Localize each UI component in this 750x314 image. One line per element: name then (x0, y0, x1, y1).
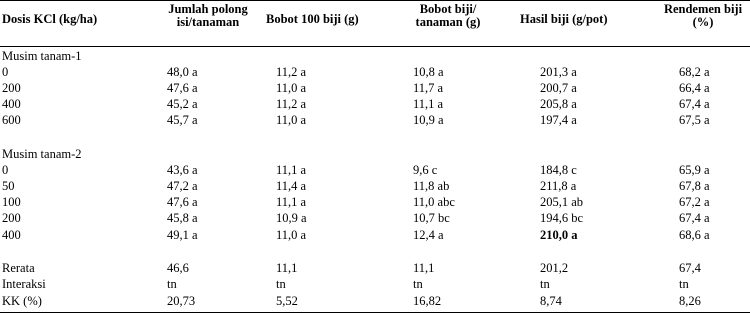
cell-hasil: 205,1 ab (540, 195, 584, 209)
cell-dosis: 200 (2, 81, 21, 95)
cell-bobotbiji: 10,7 bc (413, 211, 450, 225)
table-row (0, 227, 750, 243)
cell-dosis: 400 (2, 97, 21, 111)
cell-hasil: 211,8 a (540, 179, 577, 193)
cell-bobotbiji: 11,1 (413, 261, 435, 275)
cell-bobotbiji: 10,8 a (413, 65, 444, 79)
table-row (0, 178, 750, 194)
header-hasil-biji: Hasil biji (g/pot) (520, 12, 608, 26)
cell-dosis: 50 (2, 179, 15, 193)
cell-bobotbiji: tn (413, 277, 423, 291)
cell-bobotbiji: 12,4 a (413, 228, 444, 242)
summary-row-interaksi (0, 276, 750, 292)
cell-jumlah: tn (167, 277, 177, 291)
cell-rendemen: 67,4 (679, 261, 701, 275)
table-header-rule (0, 46, 750, 47)
cell-bobotbiji: 9,6 c (413, 163, 438, 177)
cell-jumlah: 47,6 a (167, 195, 198, 209)
cell-jumlah: 45,8 a (167, 211, 198, 225)
cell-hasil: 184,8 c (540, 163, 577, 177)
cell-bobot100: 11,4 a (276, 179, 307, 193)
cell-bobot100: 11,0 a (276, 228, 307, 242)
cell-hasil: 205,8 a (540, 97, 577, 111)
cell-hasil: 194,6 bc (540, 211, 584, 225)
section-title-row (0, 146, 750, 162)
header-rendemen-line1: Rendemen biji (663, 2, 743, 16)
header-bobot-biji (408, 3, 488, 29)
cell-jumlah: 48,0 a (167, 65, 198, 79)
cell-jumlah: 46,6 (167, 261, 189, 275)
table-bottom-rule (0, 312, 750, 313)
cell-bobot100: 5,52 (276, 294, 298, 308)
cell-rendemen: 66,4 a (679, 81, 710, 95)
cell-hasil: 201,2 (540, 261, 569, 275)
section1-title: Musim tanam-1 (2, 49, 82, 63)
header-jumlah-polong (165, 3, 251, 29)
cell-jumlah: 20,73 (167, 294, 196, 308)
table-top-rule (0, 0, 750, 1)
cell-bobot100: 11,0 a (276, 81, 307, 95)
table-row (0, 64, 750, 80)
cell-hasil: 197,4 a (540, 113, 577, 127)
cell-bobot100: 11,2 a (276, 65, 307, 79)
cell-jumlah: 45,2 a (167, 97, 198, 111)
cell-bobot100: 11,0 a (276, 113, 307, 127)
cell-dosis: 0 (2, 65, 9, 79)
header-bobot-100: Bobot 100 biji (g) (266, 12, 359, 26)
cell-bobotbiji: 11,0 abc (413, 195, 455, 209)
cell-rendemen: 67,2 a (679, 195, 710, 209)
header-bobotbiji-line1: Bobot biji/ (419, 2, 477, 16)
header-jumlah-line2: isi/tanaman (176, 15, 240, 29)
cell-bobotbiji: 16,82 (413, 294, 442, 308)
header-dosis: Dosis KCl (kg/ha) (2, 12, 98, 26)
cell-dosis: 100 (2, 195, 21, 209)
cell-rendemen: 67,5 a (679, 113, 710, 127)
cell-bobot100: 10,9 a (276, 211, 307, 225)
table-row (0, 96, 750, 112)
cell-hasil: 201,3 a (540, 65, 577, 79)
summary-row-kk (0, 293, 750, 309)
cell-bobot100: 11,1 a (276, 163, 307, 177)
cell-rendemen: 67,8 a (679, 179, 710, 193)
cell-jumlah: 47,6 a (167, 81, 198, 95)
cell-jumlah: 43,6 a (167, 163, 198, 177)
cell-hasil: 200,7 a (540, 81, 577, 95)
cell-dosis: 600 (2, 113, 21, 127)
cell-bobotbiji: 11,8 ab (413, 179, 450, 193)
cell-rendemen: 68,6 a (679, 228, 710, 242)
cell-jumlah: 45,7 a (167, 113, 198, 127)
table-row (0, 194, 750, 210)
header-bobotbiji-line2: tanaman (g) (415, 15, 481, 29)
cell-bobot100: 11,1 a (276, 195, 307, 209)
table-row (0, 112, 750, 128)
cell-rendemen: 67,4 a (679, 97, 710, 111)
section-title-row (0, 48, 750, 64)
summary-label: Interaksi (2, 277, 46, 291)
summary-label: Rerata (2, 261, 35, 275)
table-row (0, 80, 750, 96)
section2-title: Musim tanam-2 (2, 147, 82, 161)
cell-jumlah: 47,2 a (167, 179, 198, 193)
header-jumlah-line1: Jumlah polong (168, 2, 248, 16)
header-rendemen-line2: (%) (692, 15, 714, 29)
cell-hasil-highlight: 210,0 a (540, 228, 578, 242)
cell-bobot100: 11,2 a (276, 97, 307, 111)
cell-rendemen: 8,26 (679, 294, 701, 308)
header-rendemen (658, 3, 748, 29)
cell-bobotbiji: 11,1 a (413, 97, 444, 111)
cell-dosis: 200 (2, 211, 21, 225)
cell-rendemen: tn (679, 277, 689, 291)
table-row (0, 210, 750, 226)
cell-bobot100: tn (276, 277, 286, 291)
cell-rendemen: 68,2 a (679, 65, 710, 79)
cell-rendemen: 67,4 a (679, 211, 710, 225)
cell-bobotbiji: 10,9 a (413, 113, 444, 127)
summary-label: KK (%) (2, 294, 42, 308)
cell-dosis: 400 (2, 228, 21, 242)
cell-bobotbiji: 11,7 a (413, 81, 444, 95)
summary-row-rerata (0, 260, 750, 276)
cell-hasil: tn (540, 277, 550, 291)
cell-jumlah: 49,1 a (167, 228, 198, 242)
cell-rendemen: 65,9 a (679, 163, 710, 177)
cell-hasil: 8,74 (540, 294, 562, 308)
cell-bobot100: 11,1 (276, 261, 298, 275)
cell-dosis: 0 (2, 163, 9, 177)
table-row (0, 162, 750, 178)
